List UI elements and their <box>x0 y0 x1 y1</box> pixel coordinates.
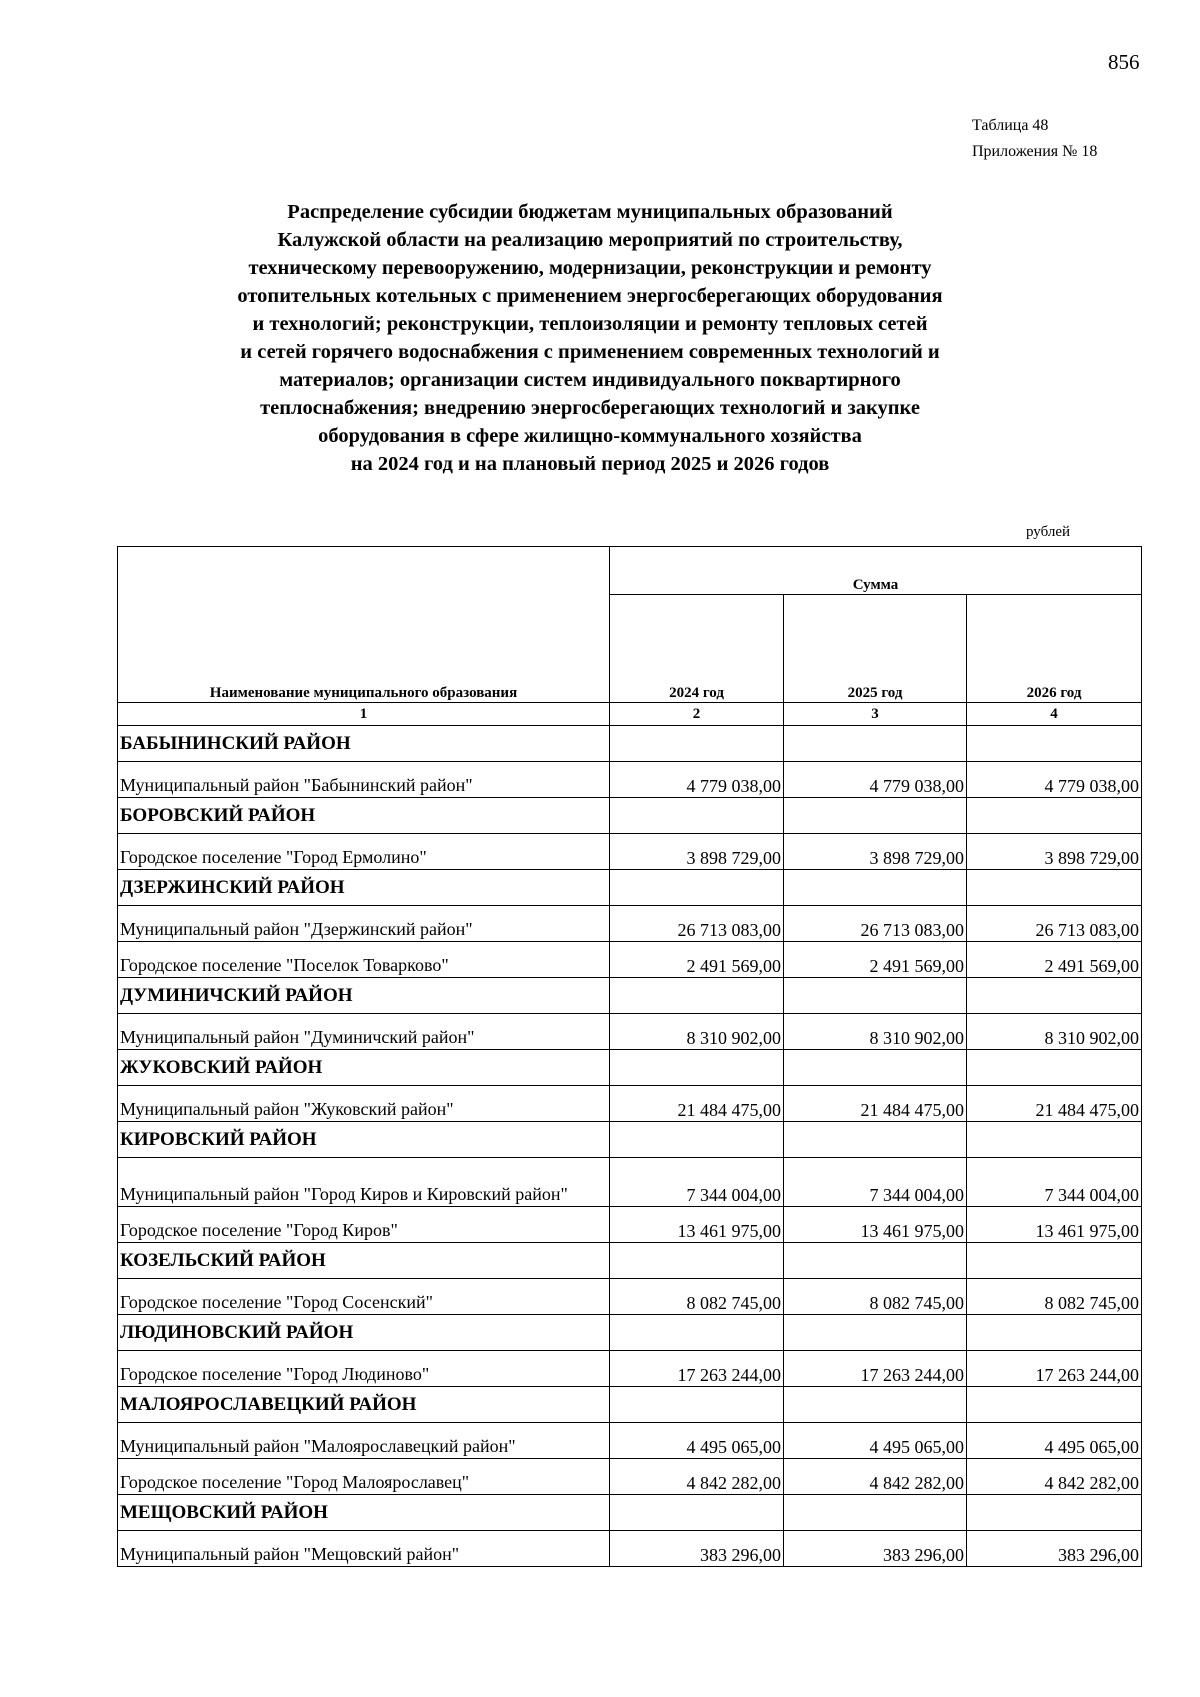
table-row <box>118 1351 1142 1387</box>
units-label: рублей <box>1026 524 1071 540</box>
amount-2025: 383 296,00 <box>784 1531 967 1567</box>
amount-2026: 4 779 038,00 <box>967 762 1142 798</box>
amount-2026: 8 310 902,00 <box>967 1014 1142 1050</box>
appendix-label: Приложения № 18 <box>972 143 1098 160</box>
table-row <box>118 1459 1142 1495</box>
table-row <box>118 1531 1142 1567</box>
title-line: Распределение субсидии бюджетам муниципальных образований <box>287 201 893 223</box>
region-row <box>118 1387 1142 1423</box>
empty-cell <box>967 1315 1142 1351</box>
empty-cell <box>784 1495 967 1531</box>
amount-2025: 4 842 282,00 <box>784 1459 967 1495</box>
title-line: материалов; организации систем индивидуального поквартирного <box>279 369 901 391</box>
title-line: оборудования в сфере жилищно-коммунального хозяйства <box>318 425 862 447</box>
empty-cell <box>967 1243 1142 1279</box>
empty-cell <box>610 798 784 834</box>
municipality-name: Муниципальный район "Город Киров и Кировский район" <box>118 1158 610 1207</box>
amount-2024: 7 344 004,00 <box>610 1158 784 1207</box>
amount-2024: 4 842 282,00 <box>610 1459 784 1495</box>
table-row <box>118 1014 1142 1050</box>
amount-2025: 4 779 038,00 <box>784 762 967 798</box>
table-row <box>118 1279 1142 1315</box>
amount-2024: 26 713 083,00 <box>610 906 784 942</box>
amount-2024: 4 495 065,00 <box>610 1423 784 1459</box>
empty-cell <box>610 870 784 906</box>
empty-cell <box>784 870 967 906</box>
empty-cell <box>784 978 967 1014</box>
amount-2024: 2 491 569,00 <box>610 942 784 978</box>
amount-2025: 26 713 083,00 <box>784 906 967 942</box>
municipality-name: Городское поселение "Город Сосенский" <box>118 1279 610 1315</box>
municipality-name: Муниципальный район "Мещовский район" <box>118 1531 610 1567</box>
title-line: и технологий; реконструкции, теплоизоляции и ремонту тепловых сетей <box>252 313 928 335</box>
subsidy-table <box>117 546 1142 1567</box>
title-line: техническому перевооружению, модернизации, реконструкции и ремонту <box>248 257 932 279</box>
municipality-name: Муниципальный район "Думиничский район" <box>118 1014 610 1050</box>
municipality-name: Муниципальный район "Малоярославецкий район" <box>118 1423 610 1459</box>
region-name: МЕЩОВСКИЙ РАЙОН <box>118 1495 610 1531</box>
amount-2025: 4 495 065,00 <box>784 1423 967 1459</box>
page-number: 856 <box>1108 50 1140 74</box>
empty-cell <box>967 798 1142 834</box>
region-row <box>118 1050 1142 1086</box>
empty-cell <box>784 1243 967 1279</box>
amount-2026: 4 842 282,00 <box>967 1459 1142 1495</box>
table-row <box>118 1086 1142 1122</box>
region-name: КОЗЕЛЬСКИЙ РАЙОН <box>118 1243 610 1279</box>
amount-2026: 383 296,00 <box>967 1531 1142 1567</box>
amount-2024: 13 461 975,00 <box>610 1207 784 1243</box>
table-row <box>118 1207 1142 1243</box>
empty-cell <box>967 870 1142 906</box>
column-number: 3 <box>784 703 967 726</box>
empty-cell <box>610 978 784 1014</box>
empty-cell <box>784 1315 967 1351</box>
amount-2026: 26 713 083,00 <box>967 906 1142 942</box>
empty-cell <box>784 1387 967 1423</box>
amount-2024: 4 779 038,00 <box>610 762 784 798</box>
empty-cell <box>784 798 967 834</box>
region-row <box>118 726 1142 762</box>
column-number: 4 <box>967 703 1142 726</box>
amount-2026: 13 461 975,00 <box>967 1207 1142 1243</box>
municipality-name: Городское поселение "Город Малоярославец" <box>118 1459 610 1495</box>
amount-2025: 2 491 569,00 <box>784 942 967 978</box>
municipality-name: Городское поселение "Поселок Товарково" <box>118 942 610 978</box>
amount-2025: 7 344 004,00 <box>784 1158 967 1207</box>
municipality-name: Муниципальный район "Жуковский район" <box>118 1086 610 1122</box>
municipality-name: Муниципальный район "Дзержинский район" <box>118 906 610 942</box>
table-row <box>118 906 1142 942</box>
amount-2024: 8 310 902,00 <box>610 1014 784 1050</box>
empty-cell <box>967 978 1142 1014</box>
table-body <box>118 726 1142 1567</box>
municipality-name: Городское поселение "Город Людиново" <box>118 1351 610 1387</box>
amount-2026: 17 263 244,00 <box>967 1351 1142 1387</box>
amount-2026: 4 495 065,00 <box>967 1423 1142 1459</box>
empty-cell <box>784 726 967 762</box>
region-name: ЛЮДИНОВСКИЙ РАЙОН <box>118 1315 610 1351</box>
amount-2024: 3 898 729,00 <box>610 834 784 870</box>
amount-2026: 21 484 475,00 <box>967 1086 1142 1122</box>
header-name: Наименование муниципального образования <box>118 547 610 703</box>
amount-2025: 21 484 475,00 <box>784 1086 967 1122</box>
table-row <box>118 762 1142 798</box>
empty-cell <box>610 1050 784 1086</box>
table-row <box>118 942 1142 978</box>
region-row <box>118 1495 1142 1531</box>
amount-2025: 17 263 244,00 <box>784 1351 967 1387</box>
amount-2025: 13 461 975,00 <box>784 1207 967 1243</box>
region-name: ДЗЕРЖИНСКИЙ РАЙОН <box>118 870 610 906</box>
region-row <box>118 798 1142 834</box>
empty-cell <box>967 1495 1142 1531</box>
region-row <box>118 1122 1142 1158</box>
title-line: и сетей горячего водоснабжения с применением современных технологий и <box>240 341 940 363</box>
header-year-2026: 2026 год <box>967 595 1142 703</box>
header-sum: Сумма <box>610 547 1142 595</box>
region-row <box>118 1315 1142 1351</box>
empty-cell <box>610 1495 784 1531</box>
table-row <box>118 834 1142 870</box>
municipality-name: Муниципальный район "Бабынинский район" <box>118 762 610 798</box>
empty-cell <box>967 1050 1142 1086</box>
region-name: МАЛОЯРОСЛАВЕЦКИЙ РАЙОН <box>118 1387 610 1423</box>
title-line: теплоснабжения; внедрению энергосберегающих технологий и закупке <box>260 397 920 419</box>
municipality-name: Городское поселение "Город Ермолино" <box>118 834 610 870</box>
document-title <box>150 198 1030 478</box>
region-row <box>118 870 1142 906</box>
column-number: 1 <box>118 703 610 726</box>
amount-2025: 8 082 745,00 <box>784 1279 967 1315</box>
column-number: 2 <box>610 703 784 726</box>
amount-2024: 383 296,00 <box>610 1531 784 1567</box>
empty-cell <box>610 1387 784 1423</box>
empty-cell <box>610 1243 784 1279</box>
amount-2026: 8 082 745,00 <box>967 1279 1142 1315</box>
empty-cell <box>610 1315 784 1351</box>
empty-cell <box>610 1122 784 1158</box>
table-row <box>118 1423 1142 1459</box>
region-name: КИРОВСКИЙ РАЙОН <box>118 1122 610 1158</box>
amount-2026: 7 344 004,00 <box>967 1158 1142 1207</box>
amount-2024: 17 263 244,00 <box>610 1351 784 1387</box>
region-row <box>118 1243 1142 1279</box>
amount-2026: 2 491 569,00 <box>967 942 1142 978</box>
table-reference <box>972 113 1097 165</box>
amount-2024: 8 082 745,00 <box>610 1279 784 1315</box>
amount-2025: 8 310 902,00 <box>784 1014 967 1050</box>
region-name: БАБЫНИНСКИЙ РАЙОН <box>118 726 610 762</box>
title-line: Калужской области на реализацию мероприятий по строительству, <box>277 229 903 251</box>
empty-cell <box>967 1122 1142 1158</box>
title-line: на 2024 год и на плановый период 2025 и 2026 годов <box>350 453 830 475</box>
municipality-name: Городское поселение "Город Киров" <box>118 1207 610 1243</box>
header-year-2025: 2025 год <box>784 595 967 703</box>
region-name: ДУМИНИЧСКИЙ РАЙОН <box>118 978 610 1014</box>
region-row <box>118 978 1142 1014</box>
empty-cell <box>967 726 1142 762</box>
table-row <box>118 1158 1142 1207</box>
amount-2026: 3 898 729,00 <box>967 834 1142 870</box>
amount-2024: 21 484 475,00 <box>610 1086 784 1122</box>
empty-cell <box>610 726 784 762</box>
amount-2025: 3 898 729,00 <box>784 834 967 870</box>
title-line: отопительных котельных с применением энергосберегающих оборудования <box>237 285 943 307</box>
region-name: ЖУКОВСКИЙ РАЙОН <box>118 1050 610 1086</box>
header-year-2024: 2024 год <box>610 595 784 703</box>
table-label: Таблица 48 <box>972 117 1049 134</box>
empty-cell <box>784 1050 967 1086</box>
region-name: БОРОВСКИЙ РАЙОН <box>118 798 610 834</box>
empty-cell <box>784 1122 967 1158</box>
empty-cell <box>967 1387 1142 1423</box>
